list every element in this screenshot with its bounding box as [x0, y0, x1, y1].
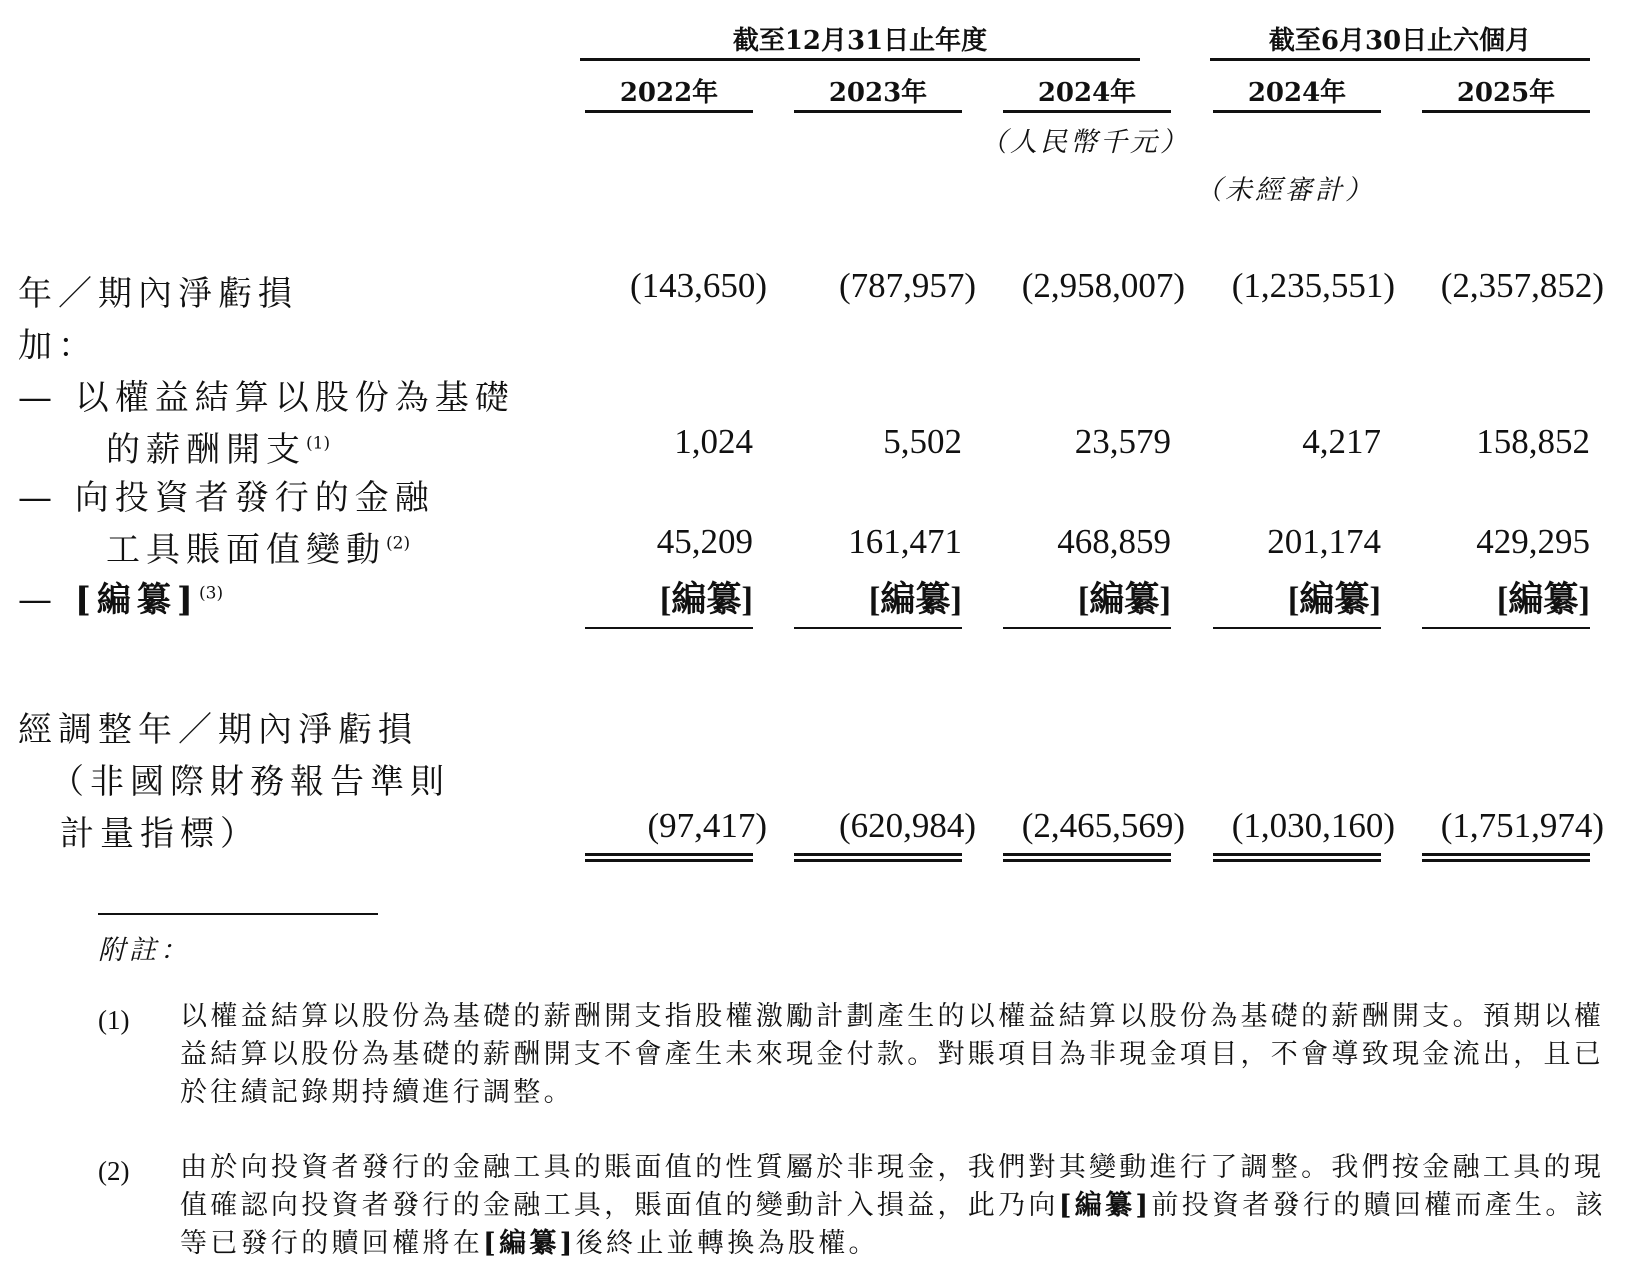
value-share-comp-2023: 5,502	[883, 422, 962, 461]
value-net-loss-2024: (2,958,007)	[1021, 266, 1185, 305]
header-year-rule	[794, 110, 962, 113]
total-double-rule	[585, 853, 753, 862]
row-label-share-comp-line1: — 以權益結算以股份為基礎	[18, 378, 515, 418]
row-label-redacted: — [編纂]$^{(3)}$	[18, 580, 224, 620]
notes-separator	[98, 913, 378, 915]
subtotal-rule	[1422, 627, 1590, 629]
header-half-2025: 2025年	[1456, 78, 1556, 108]
header-year-rule	[1003, 110, 1171, 113]
header-group-half: 截至6月30日止六個月	[1268, 26, 1532, 56]
value-net-loss-2022: (143,650)	[629, 266, 767, 305]
row-label-share-comp-line2: 的薪酬開支$^{(1)}$	[106, 430, 331, 470]
row-label-adjusted-line1: 經調整年／期內淨虧損	[18, 710, 418, 750]
header-group-year-rule	[580, 58, 1140, 61]
value-fin-instr-h2025: 429,295	[1476, 522, 1590, 561]
unit-label: （人民幣千元）	[980, 127, 1190, 158]
row-label-fin-instr-line2: 工具賬面值變動$^{(2)}$	[106, 530, 411, 570]
value-share-comp-2024: 23,579	[1074, 422, 1171, 461]
total-double-rule	[794, 853, 962, 862]
value-net-loss-h2024: (1,235,551)	[1231, 266, 1395, 305]
value-share-comp-2022: 1,024	[674, 422, 753, 461]
header-group-year: 截至12月31日止年度	[732, 26, 988, 56]
subtotal-rule	[585, 627, 753, 629]
value-adjusted-2022: (97,417)	[647, 806, 767, 845]
value-redacted-2023: [編纂]	[868, 580, 962, 619]
value-net-loss-h2025: (2,357,852)	[1440, 266, 1604, 305]
total-double-rule	[1213, 853, 1381, 862]
footnote-ref-1: (1)	[306, 433, 331, 454]
note-1-text: 以權益結算以股份為基礎的薪酬開支指股權激勵計劃產生的以權益結算以股份為基礎的薪酬開支。預期以權益結算以股份為基礎的薪酬開支不會產生未來現金付款。對賬項目為非現金項目，不會導致現金流出，且已於往績記錄期持續進行調整。	[180, 1001, 1605, 1108]
subtotal-rule	[1003, 627, 1171, 629]
total-double-rule	[1003, 853, 1171, 862]
value-redacted-2024: [編纂]	[1077, 580, 1171, 619]
value-fin-instr-2023: 161,471	[848, 522, 962, 561]
value-fin-instr-2022: 45,209	[656, 522, 753, 561]
value-net-loss-2023: (787,957)	[838, 266, 976, 305]
notes-title: 附註：	[98, 935, 191, 966]
total-double-rule	[1422, 853, 1590, 862]
header-group-half-rule	[1210, 58, 1590, 61]
value-adjusted-2024: (2,465,569)	[1021, 806, 1185, 845]
footnote-ref-2: (2)	[386, 533, 411, 554]
row-label-adjusted-line3: 計量指標）	[60, 814, 260, 854]
value-redacted-h2025: [編纂]	[1496, 580, 1590, 619]
row-label-add: 加：	[18, 326, 98, 366]
value-fin-instr-h2024: 201,174	[1267, 522, 1381, 561]
note-2-text: 由於向投資者發行的金融工具的賬面值的性質屬於非現金，我們對其變動進行了調整。我們按金融工具的現值確認向投資者發行的金融工具，賬面值的變動計入損益，此乃向[編纂]前投資者發行的贖回權而產生。該等已發行的贖回權將在[編纂]後終止並轉換為股權。	[180, 1152, 1606, 1259]
header-year-rule	[1213, 110, 1381, 113]
header-year-2023: 2023年	[828, 78, 928, 108]
unaudited-label: （未經審計）	[1195, 175, 1375, 206]
value-share-comp-h2024: 4,217	[1302, 422, 1381, 461]
value-adjusted-h2025: (1,751,974)	[1440, 806, 1604, 845]
footnote-ref-3: (3)	[199, 583, 224, 604]
value-adjusted-2023: (620,984)	[838, 806, 976, 845]
header-year-rule	[1422, 110, 1590, 113]
value-redacted-h2024: [編纂]	[1287, 580, 1381, 619]
subtotal-rule	[794, 627, 962, 629]
row-label-net-loss: 年／期內淨虧損	[18, 274, 298, 314]
header-year-rule	[585, 110, 753, 113]
note-1-mark: (1)	[98, 1005, 130, 1035]
row-label-fin-instr-line1: — 向投資者發行的金融	[18, 478, 435, 518]
header-half-2024: 2024年	[1247, 78, 1347, 108]
value-redacted-2022: [編纂]	[659, 580, 753, 619]
subtotal-rule	[1213, 627, 1381, 629]
value-share-comp-h2025: 158,852	[1476, 422, 1590, 461]
header-year-2024: 2024年	[1037, 78, 1137, 108]
row-label-adjusted-line2: （非國際財務報告準則	[50, 762, 450, 802]
value-adjusted-h2024: (1,030,160)	[1231, 806, 1395, 845]
value-fin-instr-2024: 468,859	[1057, 522, 1171, 561]
header-year-2022: 2022年	[619, 78, 719, 108]
note-2-mark: (2)	[98, 1156, 130, 1186]
